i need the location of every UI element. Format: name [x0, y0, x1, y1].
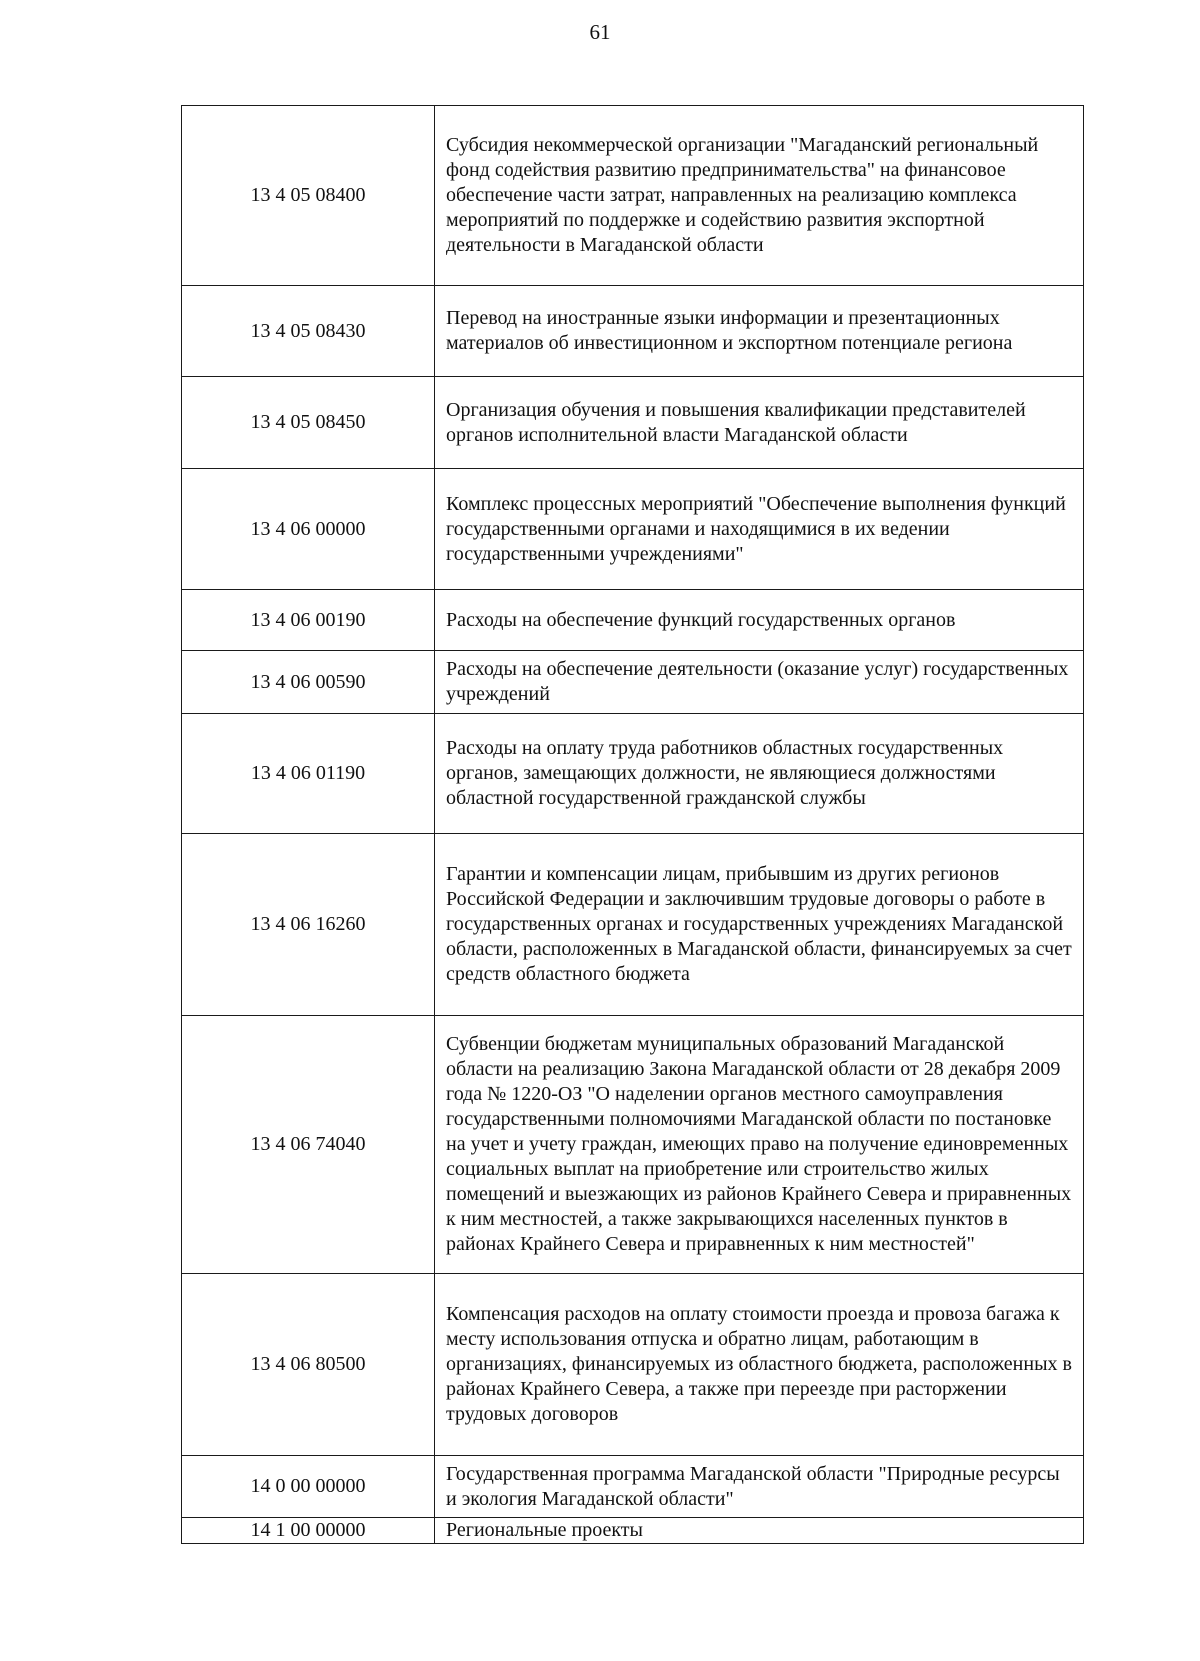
table-row [182, 1518, 1084, 1544]
description-cell: Гарантии и компенсации лицам, прибывшим из других регионов Российской Федерации и заключившим трудовые договоры о работе в государственных органах и государственных учреждениях Магаданской области, расположенных в Магаданской области, финансируемых за счет средств областного бюджета [435, 834, 1084, 1016]
description-cell: Расходы на обеспечение функций государственных органов [435, 590, 1084, 651]
budget-code-cell: 13 4 05 08430 [182, 286, 435, 377]
budget-code-cell: 13 4 05 08400 [182, 106, 435, 286]
table-row [182, 469, 1084, 590]
budget-code-cell: 13 4 06 74040 [182, 1016, 435, 1274]
description-cell: Субвенции бюджетам муниципальных образований Магаданской области на реализацию Закона Магаданской области от 28 декабря 2009 года № 1220-ОЗ "О наделении органов местного самоуправления государственными полномочиями Магаданской области по постановке на учет и учету граждан, имеющих право на получение единовременных социальных выплат на приобретение или строительство жилых помещений и выезжающих из районов Крайнего Севера и приравненных к ним местностей, а также закрывающихся населенных пунктов в районах Крайнего Севера и приравненных к ним местностей" [435, 1016, 1084, 1274]
description-cell: Субсидия некоммерческой организации "Магаданский региональный фонд содействия развитию предпринимательства" на финансовое обеспечение части затрат, направленных на реализацию комплекса мероприятий по поддержке и содействию развития экспортной деятельности в Магаданской области [435, 106, 1084, 286]
description-cell: Компенсация расходов на оплату стоимости проезда и провоза багажа к месту использования отпуска и обратно лицам, работающим в организациях, финансируемых из областного бюджета, расположенных в районах Крайнего Севера, а также при переезде при расторжении трудовых договоров [435, 1274, 1084, 1456]
description-cell: Расходы на обеспечение деятельности (оказание услуг) государственных учреждений [435, 651, 1084, 714]
table-row [182, 286, 1084, 377]
budget-code-cell: 14 0 00 00000 [182, 1456, 435, 1518]
budget-code-cell: 13 4 05 08450 [182, 377, 435, 469]
budget-code-cell: 13 4 06 80500 [182, 1274, 435, 1456]
table-row [182, 106, 1084, 286]
table-row [182, 1016, 1084, 1274]
description-cell: Организация обучения и повышения квалификации представителей органов исполнительной власти Магаданской области [435, 377, 1084, 469]
budget-code-cell: 13 4 06 00000 [182, 469, 435, 590]
budget-code-cell: 13 4 06 16260 [182, 834, 435, 1016]
table-row [182, 714, 1084, 834]
description-cell: Региональные проекты [435, 1518, 1084, 1544]
table-row [182, 1456, 1084, 1518]
table-row [182, 651, 1084, 714]
classification-table [181, 105, 1084, 1544]
budget-code-cell: 13 4 06 01190 [182, 714, 435, 834]
budget-code-cell: 14 1 00 00000 [182, 1518, 435, 1544]
budget-code-cell: 13 4 06 00590 [182, 651, 435, 714]
description-cell: Комплекс процессных мероприятий "Обеспечение выполнения функций государственными органами и находящимися в их ведении государственными учреждениями" [435, 469, 1084, 590]
table-row [182, 377, 1084, 469]
budget-code-cell: 13 4 06 00190 [182, 590, 435, 651]
table-row [182, 1274, 1084, 1456]
page-number: 61 [589, 20, 611, 44]
description-cell: Государственная программа Магаданской области "Природные ресурсы и экология Магаданской области" [435, 1456, 1084, 1518]
description-cell: Перевод на иностранные языки информации и презентационных материалов об инвестиционном и экспортном потенциале региона [435, 286, 1084, 377]
table-row [182, 834, 1084, 1016]
description-cell: Расходы на оплату труда работников областных государственных органов, замещающих должности, не являющиеся должностями областной государственной гражданской службы [435, 714, 1084, 834]
table-row [182, 590, 1084, 651]
